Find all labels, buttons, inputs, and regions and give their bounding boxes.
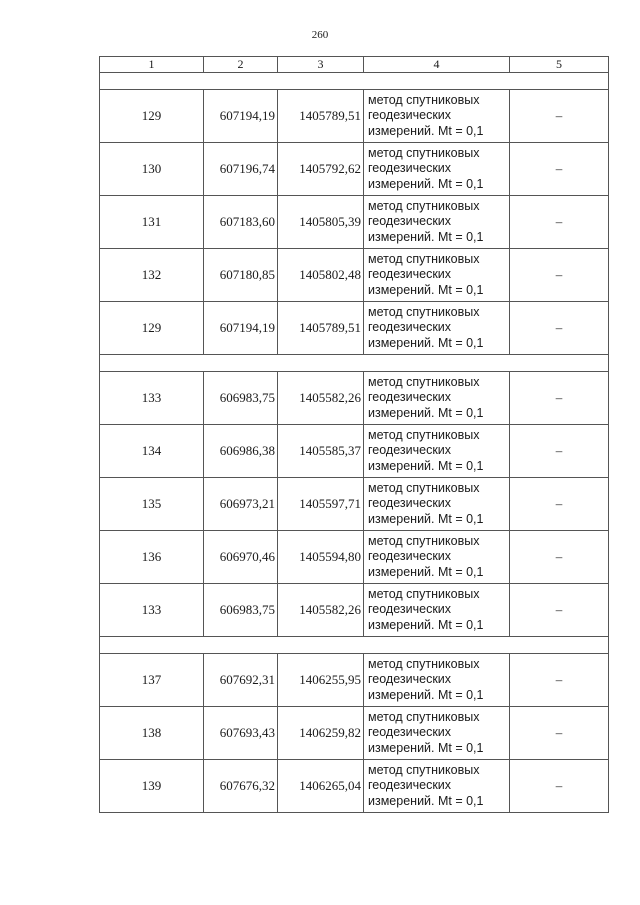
method-line: метод спутниковых (368, 480, 480, 495)
method-line: измерений. Mt = 0,1 (368, 564, 484, 579)
note-cell: – (510, 249, 609, 302)
method-cell (364, 707, 510, 760)
y-coordinate-cell: 1405585,37 (278, 425, 364, 478)
point-number-cell: 137 (100, 654, 204, 707)
y-coordinate-cell: 1405792,62 (278, 143, 364, 196)
method-line: измерений. Mt = 0,1 (368, 740, 484, 755)
method-cell (364, 425, 510, 478)
method-line: измерений. Mt = 0,1 (368, 229, 484, 244)
x-coordinate-cell: 606970,46 (204, 531, 278, 584)
point-number-cell: 135 (100, 478, 204, 531)
coordinates-table (99, 56, 609, 813)
method-line: геодезических (368, 214, 452, 229)
note-cell: – (510, 143, 609, 196)
y-coordinate-cell: 1406265,04 (278, 760, 364, 813)
method-line: метод спутниковых (368, 374, 480, 389)
table-row (100, 249, 609, 302)
y-coordinate-cell: 1405594,80 (278, 531, 364, 584)
point-number-cell: 133 (100, 584, 204, 637)
method-cell (364, 531, 510, 584)
column-header-5: 5 (510, 57, 609, 73)
method-line: геодезических (368, 108, 452, 123)
method-cell (364, 478, 510, 531)
method-line: измерений. Mt = 0,1 (368, 687, 484, 702)
point-number-cell: 139 (100, 760, 204, 813)
method-line: геодезических (368, 778, 452, 793)
column-header-3: 3 (278, 57, 364, 73)
y-coordinate-cell: 1405789,51 (278, 90, 364, 143)
x-coordinate-cell: 606983,75 (204, 584, 278, 637)
method-cell (364, 90, 510, 143)
x-coordinate-cell: 607194,19 (204, 302, 278, 355)
method-line: геодезических (368, 267, 452, 282)
point-number-cell: 130 (100, 143, 204, 196)
method-line: измерений. Mt = 0,1 (368, 335, 484, 350)
separator-cell (100, 355, 204, 372)
x-coordinate-cell: 607196,74 (204, 143, 278, 196)
method-line: метод спутниковых (368, 656, 480, 671)
group-separator-row (100, 355, 609, 372)
method-line: метод спутниковых (368, 92, 480, 107)
x-coordinate-cell: 606986,38 (204, 425, 278, 478)
method-cell (364, 302, 510, 355)
page-number: 260 (311, 29, 329, 41)
y-coordinate-cell: 1406255,95 (278, 654, 364, 707)
point-number-cell: 131 (100, 196, 204, 249)
separator-cell (278, 637, 364, 654)
note-cell: – (510, 302, 609, 355)
x-coordinate-cell: 607180,85 (204, 249, 278, 302)
point-number-cell: 138 (100, 707, 204, 760)
note-cell: – (510, 196, 609, 249)
table-row (100, 654, 609, 707)
method-line: геодезических (368, 320, 452, 335)
method-line: геодезических (368, 161, 452, 176)
separator-cell (364, 355, 510, 372)
x-coordinate-cell: 607693,43 (204, 707, 278, 760)
method-cell (364, 584, 510, 637)
method-line: метод спутниковых (368, 251, 480, 266)
column-header-2: 2 (204, 57, 278, 73)
table-row (100, 478, 609, 531)
separator-cell (100, 637, 204, 654)
separator-cell (510, 355, 609, 372)
table-row (100, 584, 609, 637)
method-cell (364, 654, 510, 707)
x-coordinate-cell: 606983,75 (204, 372, 278, 425)
method-line: измерений. Mt = 0,1 (368, 405, 484, 420)
method-line: метод спутниковых (368, 533, 480, 548)
table-row (100, 372, 609, 425)
y-coordinate-cell: 1405597,71 (278, 478, 364, 531)
method-line: измерений. Mt = 0,1 (368, 176, 484, 191)
method-line: измерений. Mt = 0,1 (368, 123, 484, 138)
x-coordinate-cell: 607692,31 (204, 654, 278, 707)
y-coordinate-cell: 1405582,26 (278, 372, 364, 425)
method-line: метод спутниковых (368, 586, 480, 601)
method-cell (364, 249, 510, 302)
method-cell (364, 196, 510, 249)
table-row (100, 425, 609, 478)
table-row (100, 143, 609, 196)
y-coordinate-cell: 1405802,48 (278, 249, 364, 302)
column-header-1: 1 (100, 57, 204, 73)
y-coordinate-cell: 1406259,82 (278, 707, 364, 760)
method-cell (364, 760, 510, 813)
point-number-cell: 133 (100, 372, 204, 425)
method-line: геодезических (368, 602, 452, 617)
method-line: измерений. Mt = 0,1 (368, 511, 484, 526)
note-cell: – (510, 90, 609, 143)
point-number-cell: 129 (100, 90, 204, 143)
table-row (100, 196, 609, 249)
y-coordinate-cell: 1405805,39 (278, 196, 364, 249)
table-row (100, 760, 609, 813)
separator-cell (278, 73, 364, 90)
separator-cell (364, 73, 510, 90)
x-coordinate-cell: 606973,21 (204, 478, 278, 531)
column-header-4: 4 (364, 57, 510, 73)
separator-cell (204, 637, 278, 654)
separator-cell (364, 637, 510, 654)
table-row (100, 302, 609, 355)
separator-cell (278, 355, 364, 372)
table-header-row (100, 57, 609, 73)
separator-cell (204, 73, 278, 90)
method-line: измерений. Mt = 0,1 (368, 458, 484, 473)
method-line: измерений. Mt = 0,1 (368, 617, 484, 632)
table-row (100, 707, 609, 760)
group-separator-row (100, 637, 609, 654)
note-cell: – (510, 707, 609, 760)
method-line: метод спутниковых (368, 304, 480, 319)
note-cell: – (510, 531, 609, 584)
separator-cell (100, 73, 204, 90)
separator-cell (510, 637, 609, 654)
x-coordinate-cell: 607676,32 (204, 760, 278, 813)
point-number-cell: 134 (100, 425, 204, 478)
y-coordinate-cell: 1405582,26 (278, 584, 364, 637)
method-line: метод спутниковых (368, 709, 480, 724)
note-cell: – (510, 425, 609, 478)
method-line: геодезических (368, 672, 452, 687)
table-row (100, 90, 609, 143)
method-line: геодезических (368, 390, 452, 405)
method-line: геодезических (368, 549, 452, 564)
x-coordinate-cell: 607194,19 (204, 90, 278, 143)
method-line: метод спутниковых (368, 145, 480, 160)
method-cell (364, 143, 510, 196)
method-line: геодезических (368, 443, 452, 458)
note-cell: – (510, 654, 609, 707)
y-coordinate-cell: 1405789,51 (278, 302, 364, 355)
method-line: геодезических (368, 496, 452, 511)
note-cell: – (510, 372, 609, 425)
method-line: измерений. Mt = 0,1 (368, 282, 484, 297)
note-cell: – (510, 584, 609, 637)
table-row (100, 531, 609, 584)
point-number-cell: 132 (100, 249, 204, 302)
method-line: геодезических (368, 725, 452, 740)
separator-cell (510, 73, 609, 90)
method-line: метод спутниковых (368, 762, 480, 777)
point-number-cell: 129 (100, 302, 204, 355)
group-separator-row (100, 73, 609, 90)
note-cell: – (510, 760, 609, 813)
separator-cell (204, 355, 278, 372)
method-line: метод спутниковых (368, 427, 480, 442)
x-coordinate-cell: 607183,60 (204, 196, 278, 249)
note-cell: – (510, 478, 609, 531)
method-cell (364, 372, 510, 425)
point-number-cell: 136 (100, 531, 204, 584)
method-line: метод спутниковых (368, 198, 480, 213)
method-line: измерений. Mt = 0,1 (368, 793, 484, 808)
